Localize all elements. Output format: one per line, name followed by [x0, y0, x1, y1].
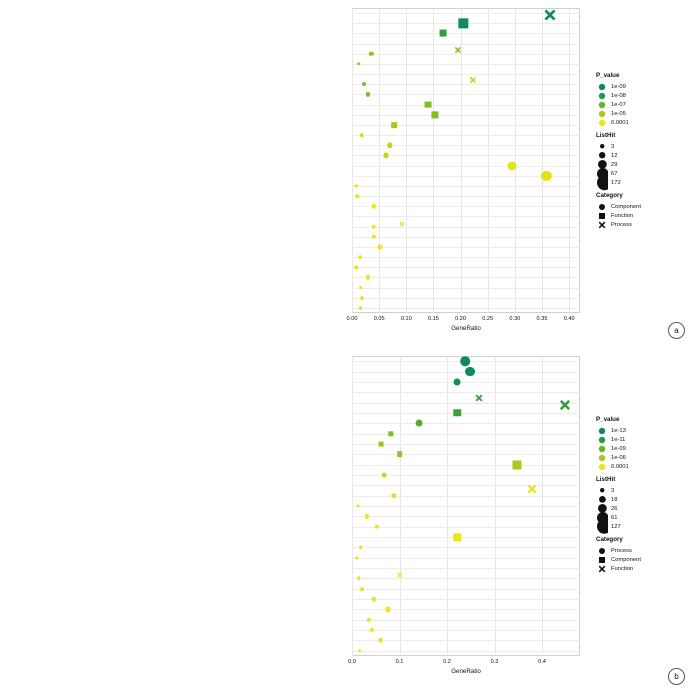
data-point [465, 367, 475, 377]
data-point [560, 397, 571, 408]
row-gridline [352, 186, 580, 187]
row-gridline [352, 257, 580, 258]
panel-a-plot-area [352, 8, 580, 313]
row-gridline [352, 84, 580, 85]
x-axis-tick-label: 0.4 [538, 659, 546, 665]
data-point [527, 481, 536, 490]
row-gridline [352, 423, 580, 424]
data-point [378, 245, 383, 250]
row-gridline [352, 527, 580, 528]
legend-item [596, 142, 696, 151]
row-gridline [352, 54, 580, 55]
legend-label: 1e-09 [611, 83, 626, 90]
data-point [359, 306, 363, 310]
row-gridline [352, 166, 580, 167]
legend-title: P_value [596, 416, 620, 423]
row-gridline [352, 145, 580, 146]
legend-marker-icon [596, 119, 608, 127]
data-point [425, 101, 432, 108]
panel-b-plot-area [352, 356, 580, 656]
panel-a-x-axis-title: GeneRatio [451, 325, 481, 332]
row-gridline [352, 298, 580, 299]
x-axis-tick-label: 0.0 [348, 659, 356, 665]
legend-marker-icon [596, 92, 608, 100]
data-point [378, 638, 383, 643]
row-gridline [352, 578, 580, 579]
legend-title: Category [596, 536, 623, 543]
data-point [508, 161, 517, 170]
row-gridline [352, 496, 580, 497]
legend-item [596, 160, 696, 169]
data-point [379, 442, 384, 447]
legend-marker-icon [596, 427, 608, 435]
x-axis-tick-label: 0.10 [400, 316, 412, 322]
legend-item [596, 555, 696, 564]
legend-label: 29 [611, 161, 618, 168]
row-gridline [352, 620, 580, 621]
data-point [358, 649, 362, 653]
legend-marker-icon [596, 83, 608, 91]
row-gridline [352, 33, 580, 34]
panel-b-y-axis-labels [0, 348, 348, 695]
legend-item [596, 522, 696, 531]
data-point [371, 204, 376, 209]
legend-marker-icon [596, 436, 608, 444]
legend-marker-icon [596, 487, 608, 493]
data-point [371, 224, 376, 229]
legend-title: Category [596, 192, 623, 199]
legend-marker-icon [596, 454, 608, 462]
legend-label: 1e-13 [611, 427, 626, 434]
legend-label: 12 [611, 152, 618, 159]
x-axis-tick-label: 0.00 [346, 316, 358, 322]
legend-item [596, 178, 696, 187]
data-point [391, 122, 397, 128]
legend-item [596, 435, 696, 444]
legend-marker-icon [596, 174, 608, 191]
row-gridline [352, 434, 580, 435]
legend-label: Process [611, 547, 632, 554]
legend-label: 0.0001 [611, 119, 629, 126]
data-point [454, 378, 461, 385]
legend-item [596, 118, 696, 127]
data-point [358, 255, 362, 259]
row-gridline [352, 444, 580, 445]
row-gridline [352, 135, 580, 136]
row-gridline [352, 115, 580, 116]
data-point [544, 7, 555, 18]
row-gridline [352, 547, 580, 548]
legend-item [596, 564, 696, 573]
legend-label: Component [611, 556, 641, 563]
data-point [454, 409, 462, 417]
legend-item [596, 444, 696, 453]
row-gridline [352, 237, 580, 238]
row-gridline [352, 537, 580, 538]
row-gridline [352, 267, 580, 268]
row-gridline [352, 599, 580, 600]
legend-item [596, 220, 696, 229]
row-gridline [352, 454, 580, 455]
legend-label: 172 [611, 179, 621, 186]
legend-marker-icon [596, 203, 608, 211]
legend-label: 1e-11 [611, 436, 626, 443]
x-axis-tick-label: 0.2 [443, 659, 451, 665]
data-point [361, 587, 365, 591]
row-gridline [352, 640, 580, 641]
row-gridline [352, 651, 580, 652]
legend-label: 1e-07 [611, 101, 626, 108]
legend-label: 3 [611, 487, 615, 494]
legend-item [596, 486, 696, 495]
legend-marker-icon [596, 143, 608, 149]
row-gridline [352, 506, 580, 507]
legend-label: Component [611, 203, 641, 210]
panel-b-legend [596, 416, 696, 578]
row-gridline [352, 630, 580, 631]
legend-label: 1e-08 [611, 92, 626, 99]
legend-label: 18 [611, 496, 618, 503]
x-axis-tick-label: 0.05 [373, 316, 385, 322]
legend-item [596, 169, 696, 178]
legend-label: 127 [611, 523, 621, 530]
legend-label: 1e-05 [611, 110, 626, 117]
row-gridline [352, 206, 580, 207]
row-gridline [352, 64, 580, 65]
x-axis-tick-label: 0.30 [509, 316, 521, 322]
data-point [397, 451, 403, 457]
legend-label: Function [611, 565, 634, 572]
data-point [431, 111, 438, 118]
legend-item [596, 546, 696, 555]
legend-item [596, 109, 696, 118]
x-axis-tick-label: 0.15 [427, 316, 439, 322]
data-point [382, 473, 387, 478]
data-point [360, 296, 364, 300]
row-gridline [352, 277, 580, 278]
legend-marker-icon [596, 101, 608, 109]
legend-label: Function [611, 212, 634, 219]
legend-item [596, 82, 696, 91]
data-point [476, 389, 483, 396]
legend-marker-icon [596, 556, 608, 564]
legend-marker-icon [596, 463, 608, 471]
legend-title: ListHit [596, 132, 616, 139]
panel-b-tag: b [668, 668, 685, 685]
panel-a-legend [596, 72, 696, 234]
panel-a-x-axis [346, 315, 580, 325]
panel-b-x-axis [348, 658, 580, 668]
data-point [359, 286, 363, 290]
legend-item [596, 513, 696, 522]
data-point [440, 30, 447, 37]
legend-marker-icon [596, 565, 608, 573]
legend-label: 1e-06 [611, 454, 626, 461]
legend-marker-icon [596, 518, 608, 535]
legend-label: 1e-09 [611, 445, 626, 452]
data-point [374, 524, 379, 529]
legend-item [596, 91, 696, 100]
data-point [416, 420, 423, 427]
data-point [459, 19, 468, 28]
row-gridline [352, 392, 580, 393]
legend-label: 3 [611, 143, 615, 150]
row-gridline [352, 558, 580, 559]
legend-marker-icon [596, 110, 608, 118]
legend-label: 26 [611, 505, 618, 512]
row-gridline [352, 308, 580, 309]
data-point [359, 546, 363, 550]
legend-marker-icon [596, 212, 608, 220]
row-gridline [352, 568, 580, 569]
legend-item [596, 426, 696, 435]
x-axis-tick-label: 0.1 [395, 659, 404, 665]
legend-item [596, 462, 696, 471]
legend-item [596, 453, 696, 462]
row-gridline [352, 227, 580, 228]
legend-label: 67 [611, 170, 618, 177]
legend-item [596, 100, 696, 109]
row-gridline [352, 44, 580, 45]
row-gridline [352, 216, 580, 217]
legend-item [596, 202, 696, 211]
x-axis-tick-label: 0.20 [455, 316, 467, 322]
legend-marker-icon [596, 445, 608, 453]
legend-item [596, 504, 696, 513]
legend-label: 61 [611, 514, 618, 521]
data-point [399, 214, 404, 219]
legend-marker-icon [596, 221, 608, 229]
legend-title: P_value [596, 72, 620, 79]
x-axis-tick-label: 0.3 [490, 659, 499, 665]
legend-marker-icon [596, 547, 608, 555]
row-gridline [352, 382, 580, 383]
x-axis-tick-label: 0.40 [563, 316, 575, 322]
legend-item [596, 495, 696, 504]
legend-label: Process [611, 221, 632, 228]
data-point [469, 71, 476, 78]
row-gridline [352, 413, 580, 414]
row-gridline [352, 74, 580, 75]
legend-item [596, 211, 696, 220]
data-point [371, 235, 376, 240]
data-point [513, 460, 522, 469]
row-gridline [352, 485, 580, 486]
row-gridline [352, 196, 580, 197]
data-point [369, 52, 374, 57]
data-point [454, 533, 462, 541]
row-gridline [352, 589, 580, 590]
data-point [397, 565, 403, 571]
row-gridline [352, 247, 580, 248]
legend-title: ListHit [596, 476, 616, 483]
row-gridline [352, 465, 580, 466]
data-point [388, 431, 393, 436]
row-gridline [352, 516, 580, 517]
data-point [455, 40, 462, 47]
x-axis-tick-label: 0.25 [482, 316, 494, 322]
data-point [360, 133, 364, 137]
data-point [362, 82, 366, 86]
row-gridline [352, 94, 580, 95]
row-gridline [352, 105, 580, 106]
row-gridline [352, 125, 580, 126]
x-axis-tick-label: 0.35 [536, 316, 548, 322]
legend-label: 0.0001 [611, 463, 629, 470]
data-point [372, 597, 377, 602]
data-point [460, 356, 470, 366]
panel-a-y-axis-labels [0, 0, 348, 348]
legend-item [596, 151, 696, 160]
panel-a-tag: a [668, 322, 685, 339]
row-gridline [352, 403, 580, 404]
panel-b [0, 348, 700, 695]
row-gridline [352, 288, 580, 289]
panel-b-x-axis-title: GeneRatio [451, 668, 481, 675]
